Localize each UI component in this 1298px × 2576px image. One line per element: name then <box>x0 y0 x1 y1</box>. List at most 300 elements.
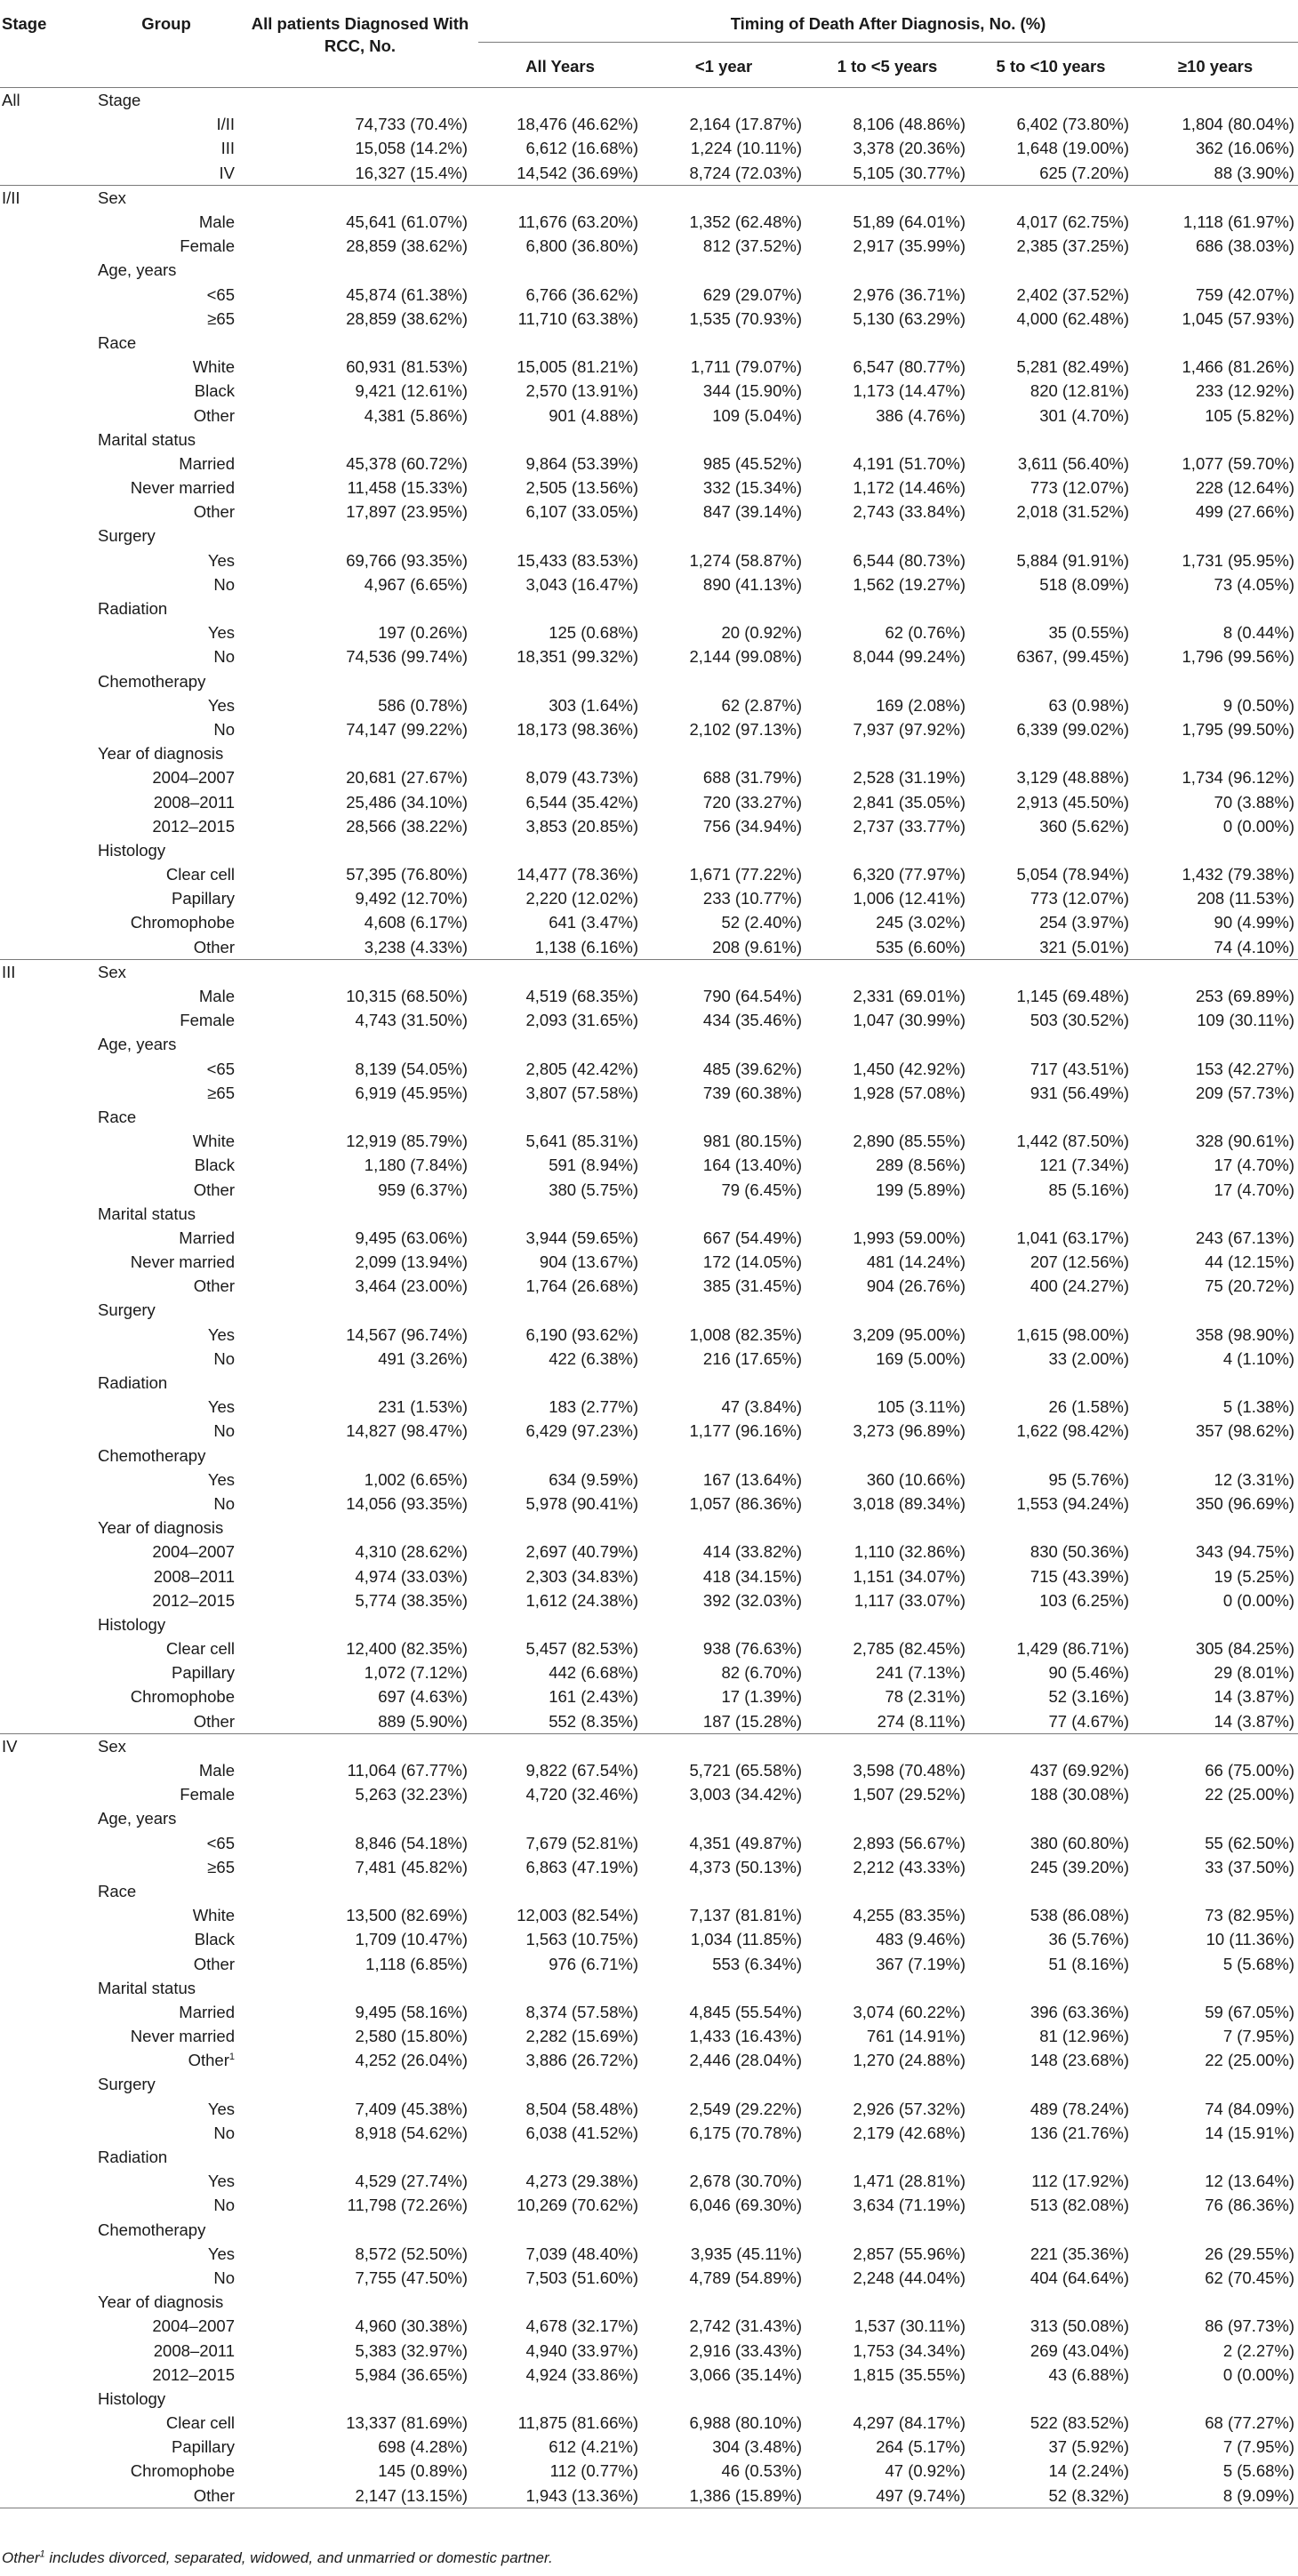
group-heading: Race <box>98 1107 137 1126</box>
table-row <box>0 814 1298 838</box>
table-row <box>0 2266 1298 2290</box>
header-stage: Stage <box>2 14 47 33</box>
value-1-to-5-years: 360 (10.66%) <box>866 1469 965 1489</box>
value-gte-10-years: 19 (5.25%) <box>1214 1566 1295 1586</box>
empty-cell <box>1133 1298 1298 1322</box>
empty-cell <box>642 2290 805 2314</box>
group-heading: Radiation <box>98 1373 168 1393</box>
value-all-patients: 145 (0.89%) <box>378 2461 468 2481</box>
value-all-years: 3,807 (57.58%) <box>525 1083 638 1102</box>
value-5-to-10-years: 820 (12.81%) <box>1030 381 1129 401</box>
value-all-years: 1,563 (10.75%) <box>525 1930 638 1949</box>
value-5-to-10-years: 6367, (99.45%) <box>1016 647 1129 667</box>
value-5-to-10-years: 85 (5.16%) <box>1048 1180 1129 1199</box>
value-1-to-5-years: 62 (0.76%) <box>885 623 965 643</box>
stage-cell <box>0 2145 91 2169</box>
category-label-text: White <box>192 1132 235 1151</box>
value-all-patients: 45,641 (61.07%) <box>346 212 468 232</box>
empty-cell <box>478 1371 642 1395</box>
group-heading: Surgery <box>98 526 156 546</box>
value-5-to-10-years: 1,041 (63.17%) <box>1016 1228 1129 1247</box>
value-all-years: 1,612 (24.38%) <box>525 1590 638 1610</box>
value-gte-10-years: 1,731 (95.95%) <box>1182 550 1295 570</box>
table-row <box>0 2193 1298 2217</box>
table-row <box>0 2242 1298 2266</box>
value-all-years: 2,093 (31.65%) <box>525 1011 638 1030</box>
value-lt-1-year: 172 (14.05%) <box>702 1252 802 1272</box>
empty-cell <box>1133 2218 1298 2242</box>
value-gte-10-years: 343 (94.75%) <box>1195 1542 1295 1562</box>
table-row <box>0 1468 1298 1492</box>
category-label-text: Male <box>198 987 235 1006</box>
value-1-to-5-years: 1,993 (59.00%) <box>853 1228 965 1247</box>
value-5-to-10-years: 77 (4.67%) <box>1048 1711 1129 1731</box>
value-lt-1-year: 208 (9.61%) <box>712 937 802 956</box>
table-row <box>0 1371 1298 1395</box>
value-gte-10-years: 70 (3.88%) <box>1214 792 1295 812</box>
empty-cell <box>805 1032 969 1056</box>
value-1-to-5-years: 483 (9.46%) <box>876 1930 965 1949</box>
category-label <box>91 1951 242 1975</box>
empty-cell <box>969 2072 1133 2096</box>
value-all-patients: 2,147 (13.15%) <box>242 2484 478 2508</box>
category-label-text: Other <box>193 1276 235 1296</box>
value-1-to-5-years: 3,018 (89.34%) <box>853 1493 965 1513</box>
category-label-text: IV <box>219 163 235 182</box>
empty-cell <box>805 428 969 452</box>
stage-cell <box>0 1395 91 1419</box>
category-label <box>91 1057 242 1081</box>
value-5-to-10-years: 95 (5.76%) <box>1048 1469 1129 1489</box>
empty-cell <box>478 258 642 282</box>
value-1-to-5-years: 264 (5.17%) <box>876 2437 965 2457</box>
category-label <box>91 2338 242 2362</box>
group-heading: Year of diagnosis <box>98 1518 224 1538</box>
value-gte-10-years: 12 (13.64%) <box>1205 2172 1295 2191</box>
empty-cell <box>805 669 969 693</box>
value-gte-10-years: 362 (16.06%) <box>1195 139 1295 158</box>
value-5-to-10-years: 400 (24.27%) <box>1030 1276 1129 1296</box>
value-5-to-10-years: 503 (30.52%) <box>1030 1011 1129 1030</box>
table-row <box>0 258 1298 282</box>
value-all-patients: 3,238 (4.33%) <box>364 937 468 956</box>
category-label-text: Other <box>193 2485 235 2505</box>
category-label-text: No <box>213 2196 235 2215</box>
value-all-patients: 1,002 (6.65%) <box>364 1469 468 1489</box>
group-heading: Surgery <box>98 1300 156 1320</box>
value-5-to-10-years: 51 (8.16%) <box>1048 1954 1129 1973</box>
value-lt-1-year: 414 (33.82%) <box>702 1542 802 1562</box>
table-row <box>0 476 1298 500</box>
value-5-to-10-years: 5,054 (78.94%) <box>1016 865 1129 884</box>
category-label <box>91 620 242 644</box>
empty-cell <box>805 741 969 765</box>
stage-cell <box>0 548 91 572</box>
value-lt-1-year: 434 (35.46%) <box>702 1011 802 1030</box>
stage-cell <box>0 910 91 934</box>
value-1-to-5-years: 6,544 (80.73%) <box>853 550 965 570</box>
category-label <box>91 2314 242 2338</box>
value-all-patients: 3,464 (23.00%) <box>355 1276 468 1296</box>
value-all-years: 380 (5.75%) <box>549 1180 638 1199</box>
value-all-years: 15,433 (83.53%) <box>517 550 638 570</box>
value-all-years: 6,429 (97.23%) <box>525 1421 638 1441</box>
stage-cell <box>0 1588 91 1612</box>
table-row <box>0 403 1298 427</box>
stage-cell <box>0 1927 91 1951</box>
value-lt-1-year: 187 (15.28%) <box>702 1711 802 1731</box>
empty-cell <box>478 2072 642 2096</box>
category-label <box>91 2169 242 2193</box>
empty-cell <box>805 1105 969 1129</box>
value-all-years: 8,374 (57.58%) <box>525 2002 638 2021</box>
table-row <box>0 2121 1298 2145</box>
value-all-patients: 4,967 (6.65%) <box>364 574 468 594</box>
value-gte-10-years: 233 (12.92%) <box>1195 381 1295 401</box>
value-all-years: 112 (0.77%) <box>549 2461 638 2481</box>
empty-cell <box>478 331 642 355</box>
table-row <box>0 2024 1298 2048</box>
group-heading: Marital status <box>98 1204 196 1223</box>
category-label <box>91 2000 242 2024</box>
empty-cell <box>805 2387 969 2411</box>
value-1-to-5-years: 241 (7.13%) <box>876 1663 965 1683</box>
stage-cell <box>0 984 91 1008</box>
category-label <box>91 234 242 258</box>
empty-cell <box>969 1612 1133 1636</box>
value-5-to-10-years: 2,018 (31.52%) <box>1016 502 1129 522</box>
value-all-patients: 28,859 (38.62%) <box>346 308 468 328</box>
empty-cell <box>242 331 478 355</box>
value-gte-10-years: 8 (0.44%) <box>1222 623 1295 643</box>
empty-cell <box>478 669 642 693</box>
value-all-years: 15,005 (81.21%) <box>517 357 638 377</box>
value-lt-1-year: 847 (39.14%) <box>702 502 802 522</box>
empty-cell <box>642 959 805 984</box>
category-label-text: Clear cell <box>165 1639 235 1659</box>
stage-cell <box>0 1516 91 1540</box>
table-row <box>0 428 1298 452</box>
value-lt-1-year: 1,352 (62.48%) <box>689 212 802 232</box>
value-all-patients: 959 (6.37%) <box>378 1180 468 1199</box>
value-all-years: 11,875 (81.66%) <box>517 2413 638 2433</box>
value-gte-10-years: 253 (69.89%) <box>1195 987 1295 1006</box>
empty-cell <box>969 1976 1133 2000</box>
stage-cell <box>0 403 91 427</box>
value-1-to-5-years: 3,598 (70.48%) <box>853 1761 965 1780</box>
value-lt-1-year: 1,386 (15.89%) <box>642 2484 805 2508</box>
value-all-patients: 5,263 (32.23%) <box>355 1785 468 1804</box>
category-label-text: 2012–2015 <box>152 1590 235 1610</box>
stage-cell <box>0 669 91 693</box>
stage-cell <box>0 1976 91 2000</box>
value-gte-10-years: 208 (11.53%) <box>1197 889 1295 908</box>
empty-cell <box>969 1202 1133 1226</box>
category-label <box>91 2266 242 2290</box>
category-label-text: 2004–2007 <box>152 768 235 788</box>
value-all-patients: 17,897 (23.95%) <box>346 502 468 522</box>
stage-cell <box>0 1129 91 1153</box>
category-label-text: Black <box>194 381 235 401</box>
value-all-patients: 8,846 (54.18%) <box>355 1833 468 1852</box>
value-all-years: 5,457 (82.53%) <box>525 1639 638 1659</box>
empty-cell <box>242 1032 478 1056</box>
empty-cell <box>478 1202 642 1226</box>
value-5-to-10-years: 6,339 (99.02%) <box>1016 719 1129 739</box>
footnote-word: Other <box>2 2549 40 2566</box>
table-row <box>0 1395 1298 1419</box>
stage-cell <box>0 935 91 960</box>
empty-cell <box>1133 2072 1298 2096</box>
group-heading: Sex <box>91 1733 242 1758</box>
group-heading: Marital status <box>98 429 196 449</box>
value-lt-1-year: 3,935 (45.11%) <box>690 2244 802 2263</box>
value-lt-1-year: 6,175 (70.78%) <box>689 2123 802 2142</box>
value-all-patients: 16,327 (15.4%) <box>355 163 468 182</box>
group-heading: Histology <box>98 2388 166 2408</box>
value-all-years: 2,570 (13.91%) <box>525 381 638 401</box>
category-label-text: Yes <box>207 1324 235 1344</box>
header-5-to-10-years: 5 to <10 years <box>996 57 1106 76</box>
value-all-patients: 28,566 (38.22%) <box>346 816 468 836</box>
empty-cell <box>805 524 969 548</box>
table-row <box>0 1153 1298 1177</box>
value-all-years: 2,282 (15.69%) <box>525 2027 638 2046</box>
table-row <box>0 959 1298 984</box>
empty-cell <box>478 1879 642 1903</box>
empty-cell <box>1133 596 1298 620</box>
value-all-years: 1,943 (13.36%) <box>478 2484 642 2508</box>
stage-cell <box>0 765 91 789</box>
value-5-to-10-years: 52 (3.16%) <box>1048 1687 1129 1707</box>
stage-cell <box>0 1177 91 1201</box>
value-lt-1-year: 2,102 (97.13%) <box>689 719 802 739</box>
category-label <box>91 2097 242 2121</box>
value-lt-1-year: 553 (6.34%) <box>712 1954 802 1973</box>
value-1-to-5-years: 3,634 (71.19%) <box>853 2196 965 2215</box>
category-label-text: No <box>213 1421 235 1441</box>
value-all-patients: 7,755 (47.50%) <box>355 2268 468 2287</box>
category-label <box>91 1129 242 1153</box>
value-gte-10-years: 14 (15.91%) <box>1205 2123 1295 2142</box>
stage-cell <box>0 1540 91 1564</box>
category-label <box>91 210 242 234</box>
value-all-patients: 2,099 (13.94%) <box>355 1252 468 1272</box>
value-1-to-5-years: 497 (9.74%) <box>805 2484 969 2508</box>
category-label-text: 2008–2011 <box>153 1566 235 1586</box>
value-lt-1-year: 1,711 (79.07%) <box>690 357 802 377</box>
empty-cell <box>1133 524 1298 548</box>
value-all-patients: 9,492 (12.70%) <box>355 889 468 908</box>
table-row <box>0 524 1298 548</box>
stage-cell <box>0 1951 91 1975</box>
stage-cell <box>0 1202 91 1226</box>
value-5-to-10-years: 5,281 (82.49%) <box>1016 357 1129 377</box>
empty-cell <box>478 1612 642 1636</box>
table-row <box>0 1636 1298 1660</box>
category-label <box>91 2435 242 2459</box>
value-all-patients: 74,733 (70.4%) <box>355 115 468 134</box>
table-row <box>0 669 1298 693</box>
category-label-text: Yes <box>207 2244 235 2263</box>
value-all-patients: 60,931 (81.53%) <box>346 357 468 377</box>
category-label-text: No <box>213 574 235 594</box>
value-all-patients: 1,180 (7.84%) <box>364 1156 468 1175</box>
header-gte-10-years: ≥10 years <box>1177 57 1254 76</box>
value-lt-1-year: 1,177 (96.16%) <box>689 1421 802 1441</box>
value-5-to-10-years: 437 (69.92%) <box>1030 1761 1129 1780</box>
value-all-patients: 586 (0.78%) <box>378 695 468 715</box>
value-1-to-5-years: 2,976 (36.71%) <box>853 284 965 304</box>
category-label <box>91 2363 242 2387</box>
value-lt-1-year: 2,446 (28.04%) <box>689 2051 802 2070</box>
stage-cell <box>0 283 91 307</box>
empty-cell <box>805 2145 969 2169</box>
value-gte-10-years: 358 (98.90%) <box>1195 1324 1295 1344</box>
empty-cell <box>242 1612 478 1636</box>
stage-cell <box>0 331 91 355</box>
value-gte-10-years: 22 (25.00%) <box>1205 2051 1295 2070</box>
header-all-years: All Years <box>525 57 595 76</box>
value-all-years: 591 (8.94%) <box>549 1156 638 1175</box>
stage-cell <box>0 644 91 668</box>
empty-cell <box>805 2290 969 2314</box>
value-5-to-10-years: 3,611 (56.40%) <box>1017 453 1129 473</box>
value-5-to-10-years: 1,442 (87.50%) <box>1016 1132 1129 1151</box>
value-5-to-10-years: 2,385 (37.25%) <box>1016 236 1129 256</box>
table-row <box>0 1951 1298 1975</box>
empty-cell <box>242 669 478 693</box>
empty-cell <box>242 1976 478 2000</box>
stage-cell <box>0 355 91 379</box>
empty-cell <box>642 669 805 693</box>
value-5-to-10-years: 33 (2.00%) <box>1048 1348 1129 1368</box>
value-5-to-10-years: 81 (12.96%) <box>1039 2027 1129 2046</box>
value-1-to-5-years: 2,857 (55.96%) <box>853 2244 965 2263</box>
category-label-text: Yes <box>207 1469 235 1489</box>
empty-cell <box>242 2387 478 2411</box>
value-5-to-10-years: 4,017 (62.75%) <box>1016 212 1129 232</box>
table-row <box>0 1177 1298 1201</box>
value-gte-10-years: 1,118 (61.97%) <box>1182 212 1295 232</box>
stage-cell <box>0 741 91 765</box>
value-5-to-10-years: 148 (23.68%) <box>1030 2051 1129 2070</box>
value-all-patients: 11,798 (72.26%) <box>347 2196 468 2215</box>
value-all-years: 7,039 (48.40%) <box>525 2244 638 2263</box>
value-lt-1-year: 1,057 (86.36%) <box>689 1493 802 1513</box>
value-lt-1-year: 4,351 (49.87%) <box>689 1833 802 1852</box>
value-5-to-10-years: 36 (5.76%) <box>1048 1930 1129 1949</box>
stage-cell <box>0 2435 91 2459</box>
empty-cell <box>969 1806 1133 1830</box>
stage-cell <box>0 1855 91 1879</box>
value-1-to-5-years: 1,507 (29.52%) <box>853 1785 965 1804</box>
category-label-text: Yes <box>207 623 235 643</box>
table-row <box>0 1129 1298 1153</box>
value-all-patients: 8,918 (54.62%) <box>355 2123 468 2142</box>
stage-cell <box>0 1831 91 1855</box>
value-gte-10-years: 109 (30.11%) <box>1197 1011 1295 1030</box>
table-row <box>0 1564 1298 1588</box>
value-lt-1-year: 4,845 (55.54%) <box>689 2002 802 2021</box>
value-all-patients: 2,580 (15.80%) <box>355 2027 468 2046</box>
stage-label: I/II <box>0 185 91 210</box>
value-all-patients: 1,118 (6.85%) <box>365 1954 468 1973</box>
empty-cell <box>805 1444 969 1468</box>
value-lt-1-year: 164 (13.40%) <box>702 1156 802 1175</box>
category-label <box>91 1709 242 1734</box>
value-lt-1-year: 1,034 (11.85%) <box>690 1930 802 1949</box>
empty-cell <box>242 838 478 862</box>
value-lt-1-year: 981 (80.15%) <box>702 1132 802 1151</box>
value-5-to-10-years: 103 (6.25%) <box>1039 1590 1129 1610</box>
value-5-to-10-years: 830 (50.36%) <box>1030 1542 1129 1562</box>
empty-cell <box>805 331 969 355</box>
value-gte-10-years: 17 (4.70%) <box>1214 1180 1295 1199</box>
empty-cell <box>478 428 642 452</box>
value-all-patients: 45,378 (60.72%) <box>346 453 468 473</box>
stage-cell <box>0 1468 91 1492</box>
empty-cell <box>478 1032 642 1056</box>
table-row <box>0 2314 1298 2338</box>
value-all-patients: 9,495 (58.16%) <box>355 2002 468 2021</box>
value-all-patients: 20,681 (27.67%) <box>346 768 468 788</box>
value-1-to-5-years: 2,743 (33.84%) <box>853 502 965 522</box>
category-label-text: Papillary <box>172 2437 235 2457</box>
table-row <box>0 161 1298 186</box>
category-label-text: Other <box>193 1954 235 1973</box>
empty-cell <box>478 959 642 984</box>
empty-cell <box>642 1032 805 1056</box>
value-lt-1-year: 4,789 (54.89%) <box>689 2268 802 2287</box>
empty-cell <box>969 185 1133 210</box>
category-label <box>91 1855 242 1879</box>
value-gte-10-years: 1,432 (79.38%) <box>1182 865 1295 884</box>
table-row <box>0 935 1298 960</box>
value-all-years: 2,303 (34.83%) <box>525 1566 638 1586</box>
stage-cell <box>0 1274 91 1298</box>
table-body <box>0 88 1298 2508</box>
value-lt-1-year: 62 (2.87%) <box>721 695 802 715</box>
value-1-to-5-years: 535 (6.60%) <box>876 937 965 956</box>
value-gte-10-years: 4 (1.10%) <box>1222 1348 1295 1368</box>
table-row <box>0 1323 1298 1347</box>
category-label <box>91 1492 242 1516</box>
value-5-to-10-years: 1,648 (19.00%) <box>1016 139 1129 158</box>
value-gte-10-years: 74 (84.09%) <box>1205 2099 1295 2118</box>
value-lt-1-year: 2,916 (33.43%) <box>689 2340 802 2360</box>
empty-cell <box>478 596 642 620</box>
value-gte-10-years: 8 (9.09%) <box>1133 2484 1298 2508</box>
value-all-years: 303 (1.64%) <box>549 695 638 715</box>
empty-cell <box>642 1444 805 1468</box>
table-row <box>0 1806 1298 1830</box>
value-1-to-5-years: 3,378 (20.36%) <box>853 139 965 158</box>
value-1-to-5-years: 2,917 (35.99%) <box>853 236 965 256</box>
category-label <box>91 2459 242 2483</box>
value-all-patients: 8,572 (52.50%) <box>355 2244 468 2263</box>
stage-cell <box>0 1057 91 1081</box>
value-gte-10-years: 105 (5.82%) <box>1205 405 1295 425</box>
table-row <box>0 1879 1298 1903</box>
empty-cell <box>1133 959 1298 984</box>
empty-cell <box>805 258 969 282</box>
category-label-text: I/II <box>216 115 235 134</box>
table-row <box>0 1588 1298 1612</box>
stage-cell <box>0 789 91 813</box>
empty-cell <box>1133 669 1298 693</box>
table-row <box>0 2145 1298 2169</box>
